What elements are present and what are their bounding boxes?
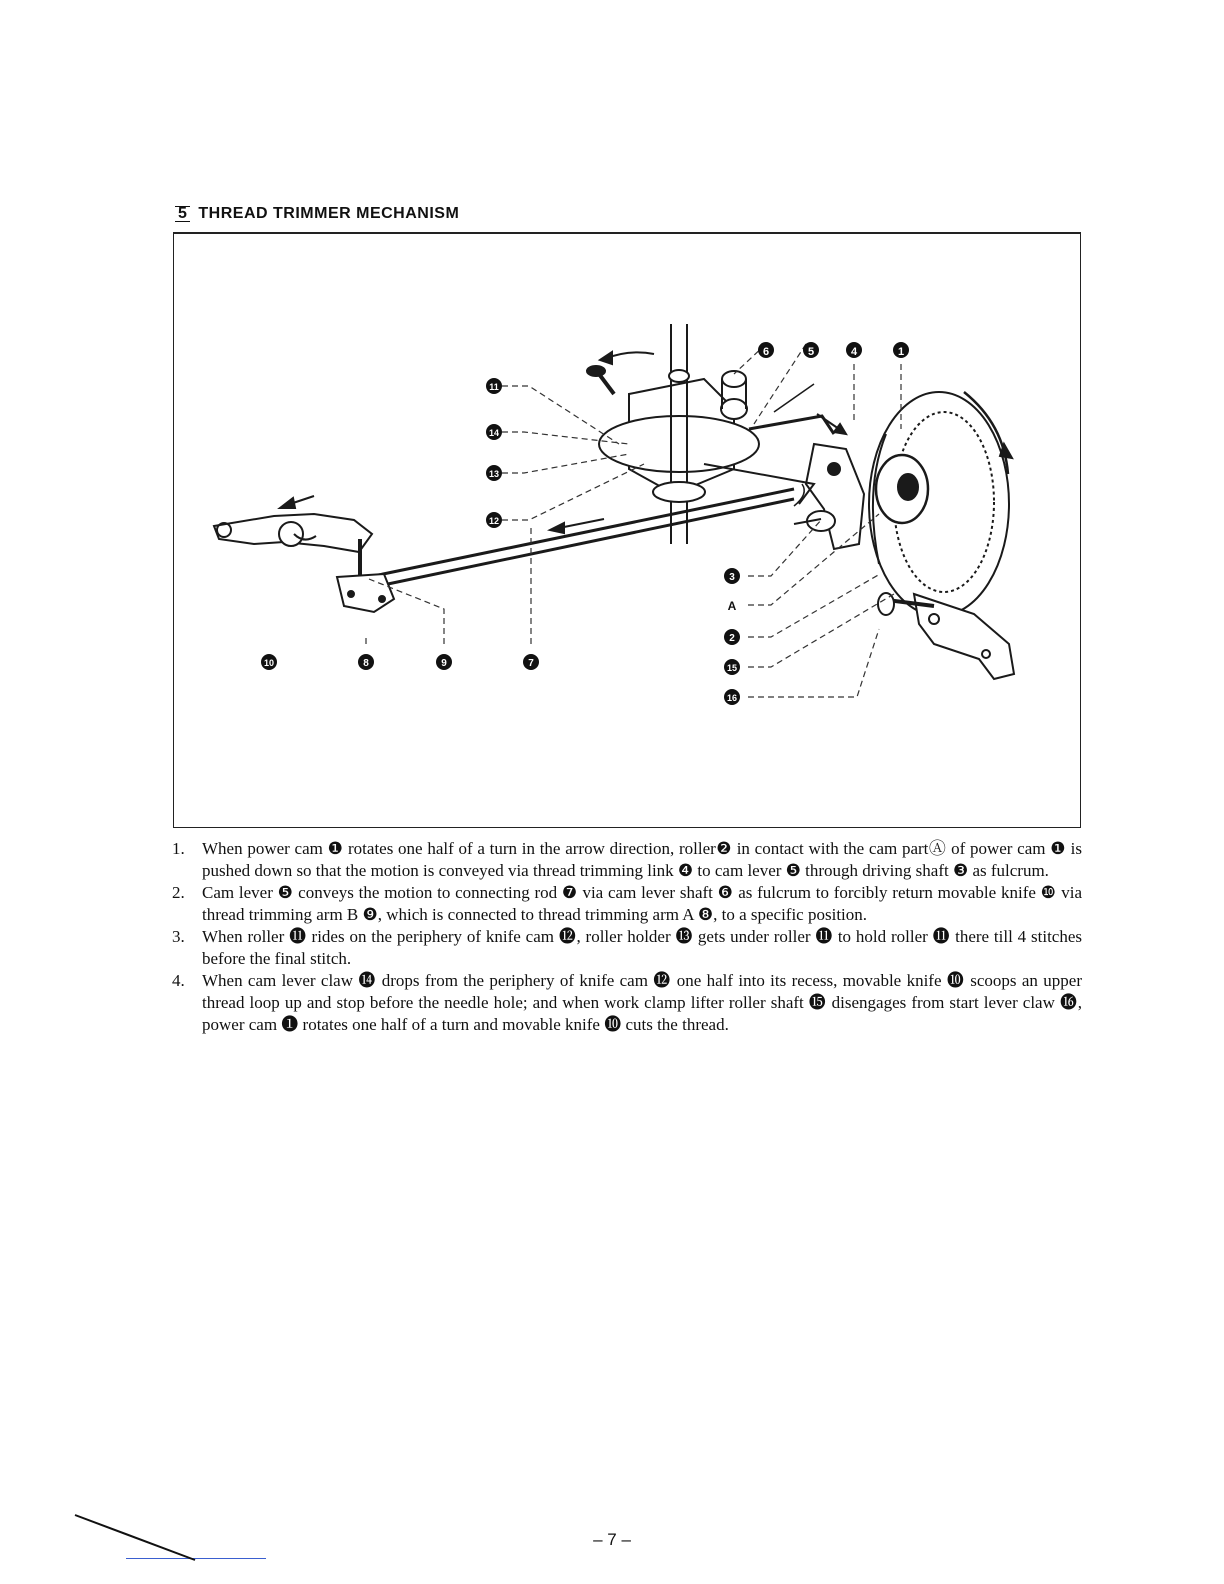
mechanism-figure: [173, 232, 1081, 828]
svg-text:15: 15: [726, 663, 738, 673]
callout-right-A: [728, 599, 737, 613]
svg-text:14: 14: [488, 428, 500, 438]
svg-text:5: 5: [807, 346, 815, 358]
callout-right-2: [724, 629, 740, 645]
callout-left-14: [486, 424, 502, 440]
steps-list: [172, 838, 1082, 1036]
callout-bottom-8: [358, 654, 374, 670]
callout-right-16: [724, 689, 740, 705]
callouts-right: [724, 568, 740, 705]
step-index: 1.: [172, 839, 185, 858]
svg-text:2: 2: [729, 633, 735, 644]
svg-text:1: 1: [897, 346, 905, 358]
power-cam-drawing: [869, 392, 1012, 616]
callout-top-1: [893, 342, 909, 358]
callouts-left: [486, 378, 502, 528]
step-text: Cam lever ❺ conveys the motion to connecting rod ❼ via cam lever shaft ❻ as fulcrum to forcibly return movable knife ❿ via thread trimming arm B ❾, which is connected to thread trimming arm A ❽, to a specific position.: [202, 883, 1082, 924]
step-text: When power cam ❶ rotates one half of a turn in the arrow direction, roller❷ in contact with the cam partⒶ of power cam ❶ is pushed down so that the motion is conveyed via thread trimming link ❹ to cam lever ❺ through driving shaft ❸ as fulcrum.: [202, 839, 1082, 880]
callout-bottom-7: [523, 654, 539, 670]
step-index: 3.: [172, 927, 185, 946]
svg-text:A: A: [727, 599, 737, 613]
callout-top-4: [846, 342, 862, 358]
svg-text:4: 4: [850, 346, 858, 358]
callout-top-6: [758, 342, 774, 358]
step-text: When roller ⓫ rides on the periphery of knife cam ⓬, roller holder ⓭ gets under roller ⓫ to hold roller ⓫ there till 4 stitches before the final stitch.: [202, 927, 1082, 968]
callout-bottom-9: [436, 654, 452, 670]
callout-top-5: [803, 342, 819, 358]
step-index: 2.: [172, 883, 185, 902]
section-heading: [175, 205, 459, 223]
svg-text:7: 7: [528, 658, 534, 669]
step-index: 4.: [172, 971, 185, 990]
svg-text:12: 12: [488, 516, 500, 526]
scan-artifact-stroke: [70, 1510, 270, 1570]
svg-text:11: 11: [489, 382, 499, 392]
callouts-top: [758, 342, 909, 358]
callout-right-15: [724, 659, 740, 675]
svg-text:8: 8: [363, 658, 369, 669]
svg-text:6: 6: [762, 346, 770, 358]
mechanism-drawing: [174, 234, 1080, 827]
svg-text:9: 9: [441, 658, 447, 669]
step-text: When cam lever claw ⓮ drops from the periphery of knife cam ⓬ one half into its recess, movable knife ❿ scoops an upper thread loop up and stop before the needle hole; and when work clamp lifter roller shaft ⓯ disengages from start lever claw ⓰, power cam ❶ rotates one half of a turn and movable knife ❿ cuts the thread.: [202, 971, 1082, 1034]
svg-text:10: 10: [263, 658, 275, 668]
section-title: THREAD TRIMMER MECHANISM: [198, 205, 460, 222]
step-item: [172, 926, 1082, 970]
step-item: [172, 970, 1082, 1036]
svg-text:3: 3: [729, 572, 735, 583]
step-item: [172, 838, 1082, 882]
callout-bottom-10: [261, 654, 277, 670]
section-number: 5: [175, 206, 190, 222]
svg-text:16: 16: [726, 693, 738, 703]
callout-left-11: [486, 378, 502, 394]
callout-left-13: [486, 465, 502, 481]
page-number: – 7 –: [593, 1530, 631, 1549]
svg-text:13: 13: [488, 469, 500, 479]
callout-right-3: [724, 568, 740, 584]
callouts-bottom: [261, 654, 539, 670]
step-item: [172, 882, 1082, 926]
callout-left-12: [486, 512, 502, 528]
